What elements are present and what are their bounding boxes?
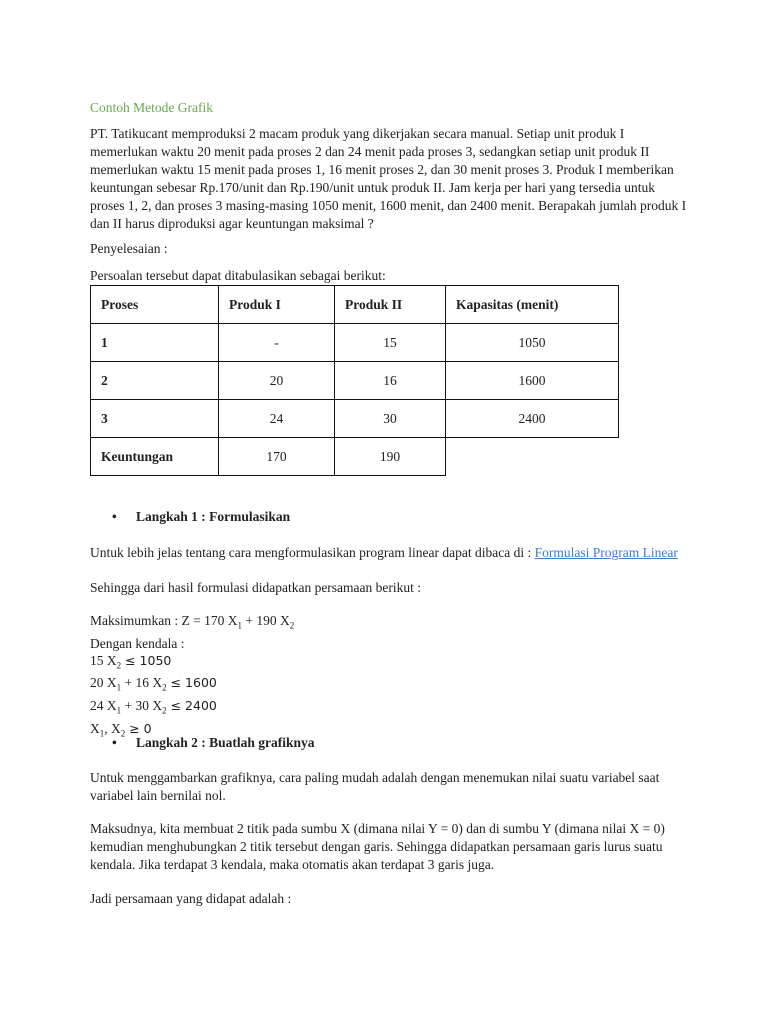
grafik-paragraph-2: Maksudnya, kita membuat 2 titik pada sumbu X (dimana nilai Y = 0) dan di sumbu Y (dimana nilai X = 0) kemudian menghubungkan 2 titik tersebut dengan garis. Sehingga didapatkan persamaan garis lurus suatu kendala. Jika terdapat 3 kendala, maka otomatis akan terdapat 3 garis juga.: [90, 821, 665, 872]
sehingga-paragraph: Sehingga dari hasil formulasi didapatkan persamaan berikut :: [90, 580, 422, 595]
penyelesaian-label: Penyelesaian :: [90, 241, 168, 256]
cell-kapasitas: 1600: [446, 362, 619, 400]
header-produk-2: Produk II: [335, 286, 446, 324]
cell-produk-1: 20: [219, 362, 335, 400]
header-proses: Proses: [91, 286, 219, 324]
jadi-paragraph: Jadi persamaan yang didapat adalah :: [90, 891, 292, 906]
constraint-3: 24 $X_1 + 30$ $X_2 \le 2400$: [90, 698, 217, 716]
table-row: [91, 324, 619, 362]
cell-produk-2: 15: [335, 324, 446, 362]
formulasi-text: Untuk lebih jelas tentang cara mengformulasikan program linear dapat dibaca di :: [90, 545, 532, 560]
table-row: [91, 400, 619, 438]
table-row: [91, 362, 619, 400]
formulasi-paragraph: [90, 544, 690, 562]
header-kapasitas: Kapasitas (menit): [446, 286, 619, 324]
cell-produk-1: -: [219, 324, 335, 362]
grafik-paragraph-1: Untuk menggambarkan grafiknya, cara paling mudah adalah dengan menemukan nilai suatu variabel saat variabel lain bernilai nol.: [90, 770, 660, 803]
cell-proses: 3: [91, 400, 219, 438]
cell-keuntungan-label: Keuntungan: [91, 438, 219, 476]
formulasi-program-linear-link[interactable]: Formulasi Program Linear: [534, 545, 678, 560]
bullet: •: [112, 735, 117, 750]
header-produk-1: Produk I: [219, 286, 335, 324]
dengan-kendala-label: Dengan kendala :: [90, 635, 185, 651]
cell-proses: 2: [91, 362, 219, 400]
problem-statement: PT. Tatikucant memproduksi 2 macam produk yang dikerjakan secara manual. Setiap unit produk I memerlukan waktu 20 menit pada proses 2 dan 24 menit pada proses 3, sedangkan setiap unit produk II memerlukan waktu 15 menit pada proses 1, 16 menit proses 2, dan 30 menit proses 3. Produk I memberikan keuntungan sebesar Rp.170/unit dan Rp.190/unit untuk produk II. Jam kerja per hari yang tersedia untuk proses 1, 2, dan proses 3 masing-masing 1050 menit, 1600 menit, dan 2400 menit. Berapakah jumlah produk I dan II harus diproduksi agar keuntungan maksimal ?: [90, 126, 687, 231]
section-heading: Contoh Metode Grafik: [90, 100, 213, 115]
cell-proses: 1: [91, 324, 219, 362]
constraint-1: 15 $X_2 \le 1050$: [90, 652, 172, 671]
objective-function: Maksimumkan : Z = 170 $X_1 + 190$ $X_2$: [90, 613, 295, 631]
cell-produk-2: 30: [335, 400, 446, 438]
cell-produk-2: 16: [335, 362, 446, 400]
cell-keuntungan-produk-2: 190: [335, 438, 446, 476]
table-header-row: [91, 286, 619, 324]
non-negativity-constraint: $X_1$, $X_2 \ge 0$: [90, 720, 152, 739]
empty-cell: [446, 438, 619, 476]
cell-keuntungan-produk-1: 170: [219, 438, 335, 476]
cell-produk-1: 24: [219, 400, 335, 438]
table-row-keuntungan: [91, 438, 619, 476]
constraint-2: 20 $X_1 + 16$ $X_2 \le 1600$: [90, 675, 217, 694]
production-table: [90, 285, 619, 476]
cell-kapasitas: 1050: [446, 324, 619, 362]
formula-block: [90, 612, 294, 742]
step-2-label: Langkah 2 : Buatlah grafiknya: [136, 735, 315, 750]
step-1-label: Langkah 1 : Formulasikan: [136, 509, 291, 524]
cell-kapasitas: 2400: [446, 400, 619, 438]
bullet: •: [112, 509, 117, 524]
tabulation-intro: Persoalan tersebut dapat ditabulasikan sebagai berikut:: [90, 268, 386, 283]
